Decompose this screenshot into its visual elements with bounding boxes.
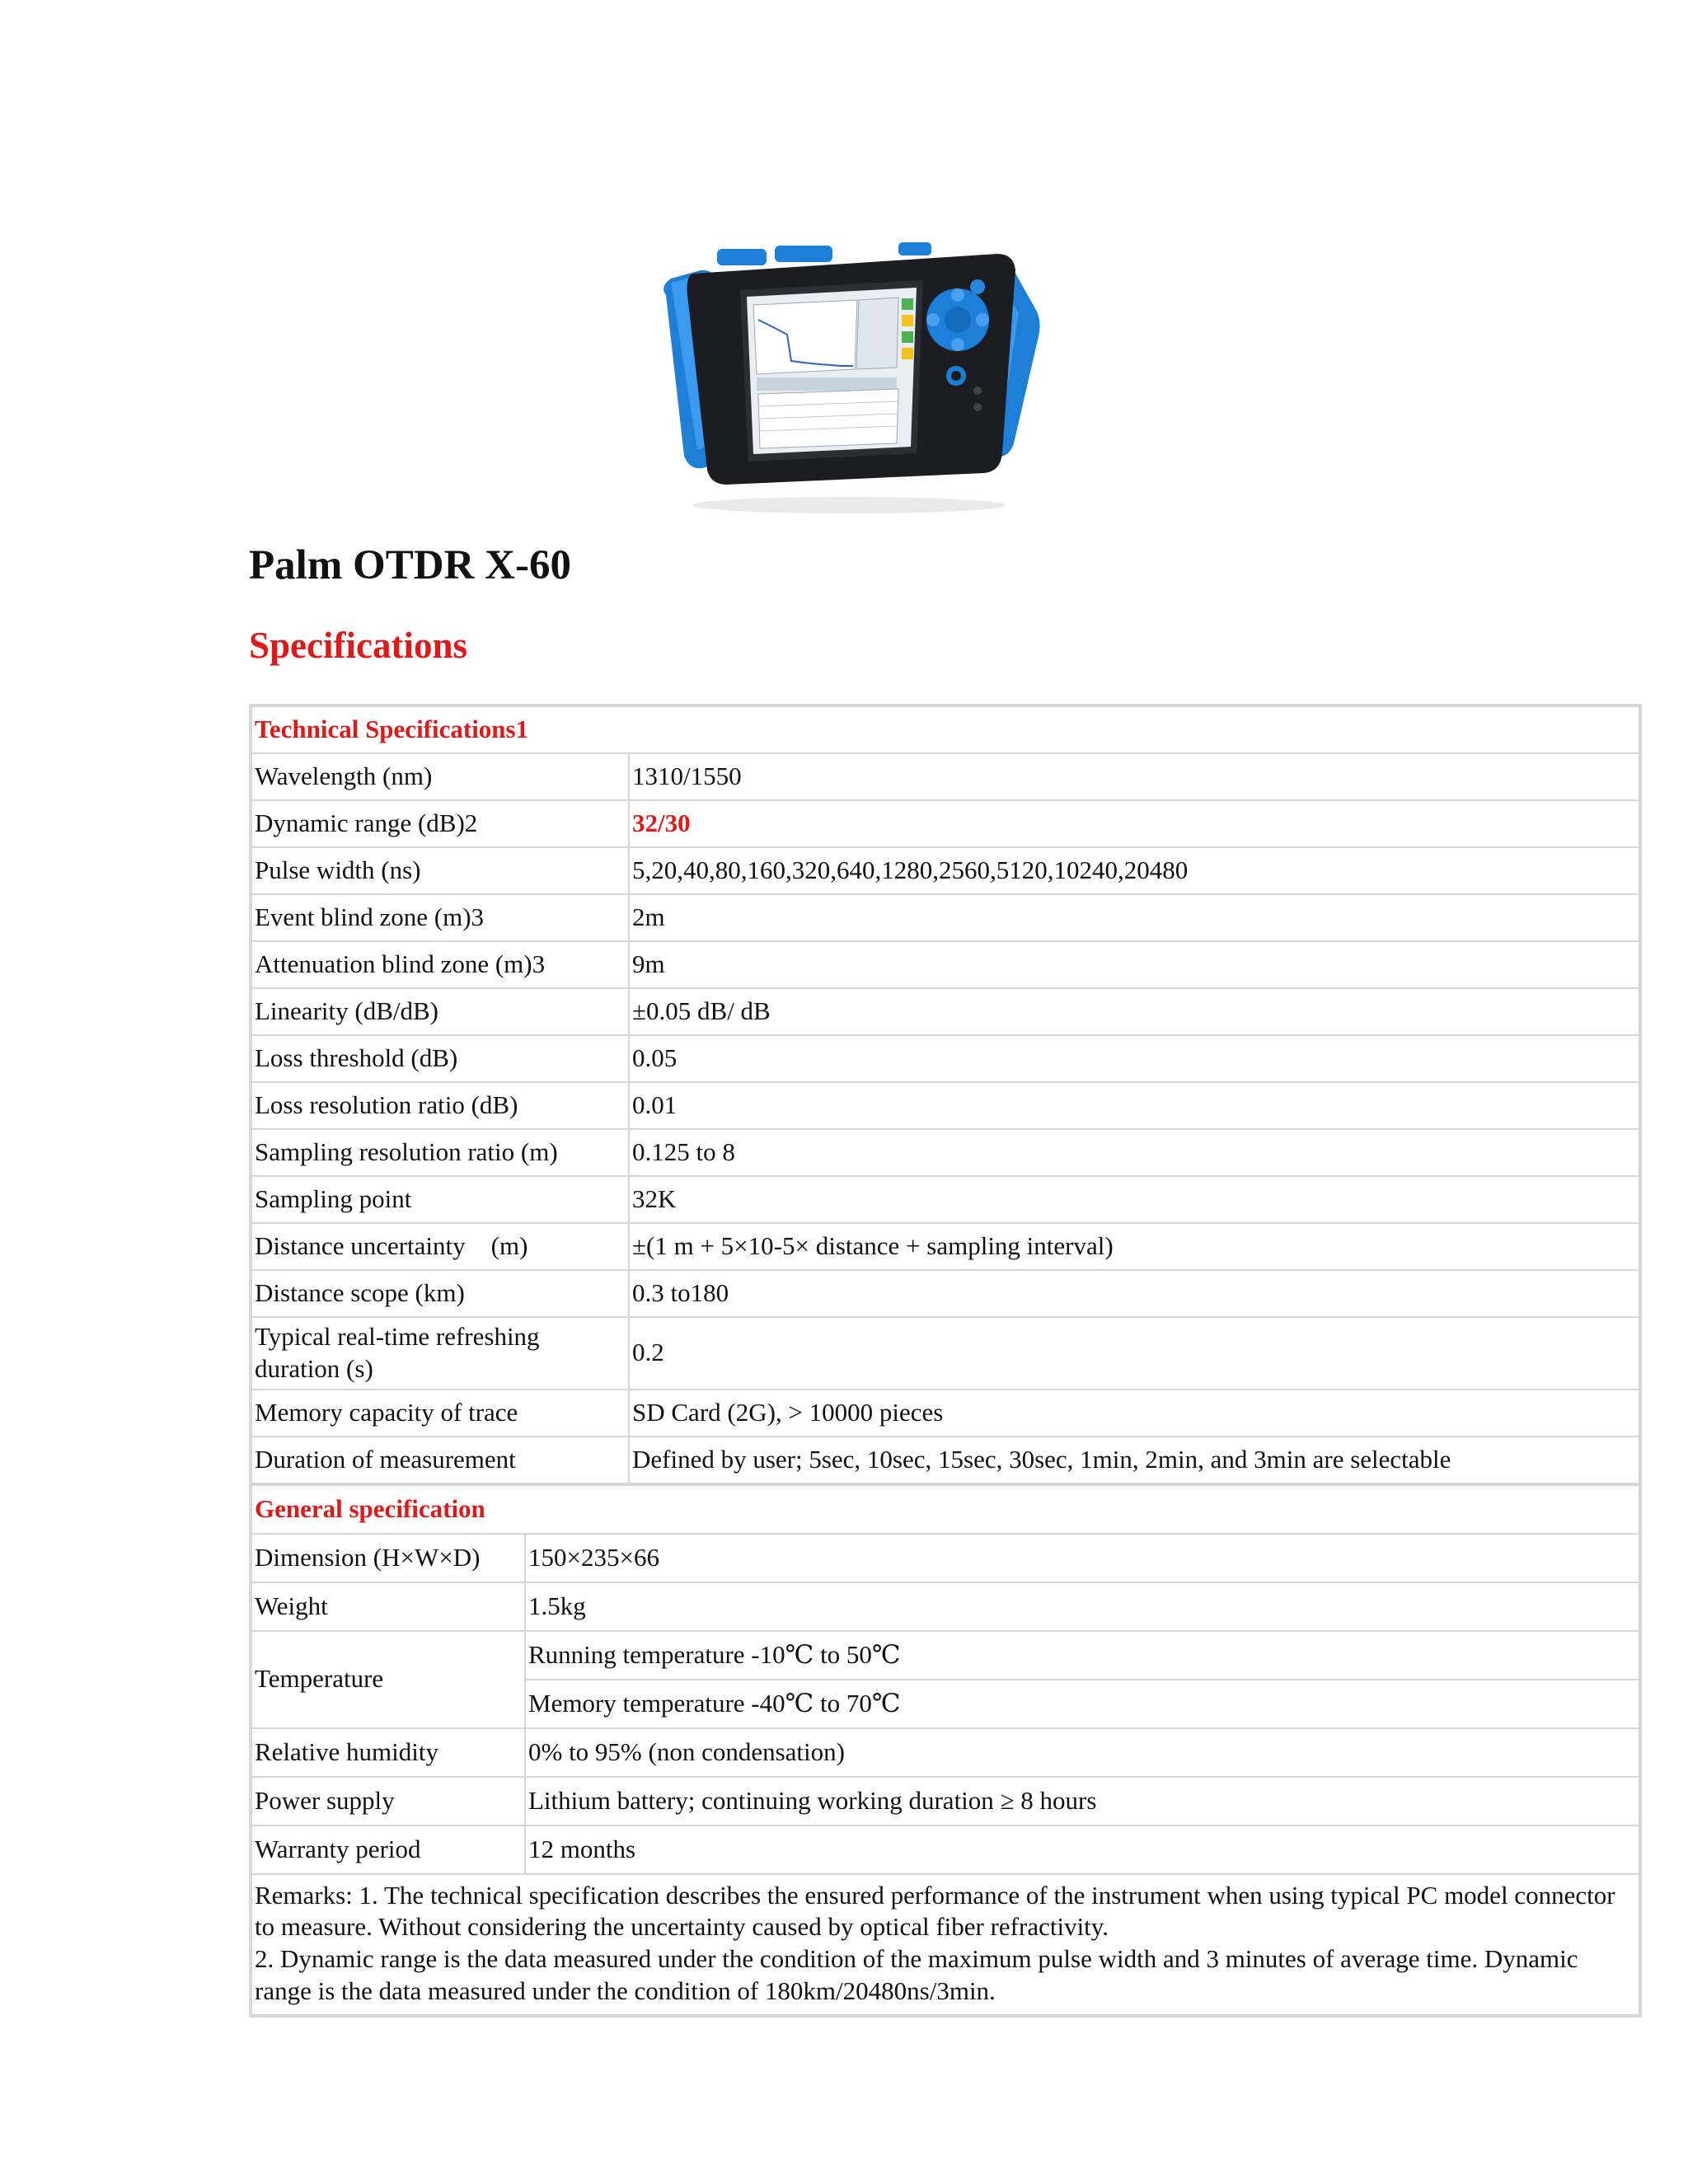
technical-section-heading: Technical Specifications1 [251,706,1639,753]
general-section-heading: General specification [251,1485,1639,1534]
spec-value: 1310/1550 [629,753,1639,800]
spec-label: Weight [251,1582,525,1631]
spec-value: 0% to 95% (non condensation) [525,1728,1639,1777]
table-row [251,800,1639,847]
table-row [251,1825,1639,1874]
remarks-line-1: Remarks: 1. The technical specification describes the ensured performance of the instrument when using typical PC model connector to measure. Without considering the uncertainty caused by optical fiber refractivity. [255,1880,1615,1942]
spec-value: 2m [629,894,1639,941]
spec-value: ±0.05 dB/ dB [629,988,1639,1035]
table-row [251,1436,1639,1483]
spec-value: 9m [629,941,1639,988]
spec-label: Attenuation blind zone (m)3 [251,941,629,988]
table-row [251,941,1639,988]
table-row [251,1176,1639,1223]
spec-label: Typical real-time refreshing duration (s) [251,1317,629,1390]
spec-label: Sampling point [251,1176,629,1223]
spec-value: 0.05 [629,1035,1639,1082]
spec-value: 0.125 to 8 [629,1129,1639,1176]
spec-label: Warranty period [251,1825,525,1874]
spec-label: Distance scope (km) [251,1270,629,1317]
table-row [251,1777,1639,1825]
table-row [251,1534,1639,1582]
spec-label: Wavelength (nm) [251,753,629,800]
table-row [251,1129,1639,1176]
spec-value: Memory temperature -40℃ to 70℃ [525,1680,1639,1728]
table-row [251,753,1639,800]
specifications-table [249,704,1642,2018]
spec-value: 0.2 [629,1317,1639,1390]
table-row [251,988,1639,1035]
otdr-device-image [651,237,1047,518]
spec-label: Loss resolution ratio (dB) [251,1082,629,1129]
technical-spec-table [251,705,1640,1484]
table-row [251,1035,1639,1082]
table-row [251,1728,1639,1777]
spec-value: ±(1 m + 5×10-5× distance + sampling interval) [629,1223,1639,1270]
spec-value: SD Card (2G), > 10000 pieces [629,1390,1639,1436]
remarks-line-2: 2. Dynamic range is the data measured under the condition of the maximum pulse width and 3 minutes of average time. Dynamic range is the data measured under the condition of 180km/20480ns/3min. [255,1944,1578,2005]
spec-value-highlight: 32/30 [629,800,1639,847]
table-row [251,894,1639,941]
spec-value: 12 months [525,1825,1639,1874]
spec-label: Distance uncertainty (m) [251,1223,629,1270]
spec-value: 32K [629,1176,1639,1223]
spec-label: Duration of measurement [251,1436,629,1483]
spec-label: Temperature [251,1631,525,1728]
table-row [251,847,1639,894]
spec-value: 150×235×66 [525,1534,1639,1582]
remarks-row [251,1874,1639,2015]
page-title: Palm OTDR X-60 [249,542,571,588]
table-row [251,1317,1639,1390]
spec-label: Event blind zone (m)3 [251,894,629,941]
table-row [251,1582,1639,1631]
spec-value: 1.5kg [525,1582,1639,1631]
spec-label: Relative humidity [251,1728,525,1777]
spec-label: Dynamic range (dB)2 [251,800,629,847]
spec-label: Linearity (dB/dB) [251,988,629,1035]
spec-label: Sampling resolution ratio (m) [251,1129,629,1176]
spec-label: Dimension (H×W×D) [251,1534,525,1582]
spec-label: Loss threshold (dB) [251,1035,629,1082]
spec-value: 0.3 to180 [629,1270,1639,1317]
spec-value: Lithium battery; continuing working duration ≥ 8 hours [525,1777,1639,1825]
table-row [251,1082,1639,1129]
spec-label: Memory capacity of trace [251,1390,629,1436]
spec-value: 0.01 [629,1082,1639,1129]
remarks-cell [251,1874,1639,2015]
specifications-heading: Specifications [249,625,467,666]
table-row [251,1631,1639,1680]
general-spec-table [251,1484,1640,2016]
spec-value: Defined by user; 5sec, 10sec, 15sec, 30sec, 1min, 2min, and 3min are selectable [629,1436,1639,1483]
technical-section-row [251,706,1639,753]
spec-value: 5,20,40,80,160,320,640,1280,2560,5120,10240,20480 [629,847,1639,894]
spec-value: Running temperature -10℃ to 50℃ [525,1631,1639,1680]
general-section-row [251,1485,1639,1534]
table-row [251,1270,1639,1317]
spec-label: Pulse width (ns) [251,847,629,894]
table-row [251,1390,1639,1436]
table-row [251,1223,1639,1270]
spec-label: Power supply [251,1777,525,1825]
